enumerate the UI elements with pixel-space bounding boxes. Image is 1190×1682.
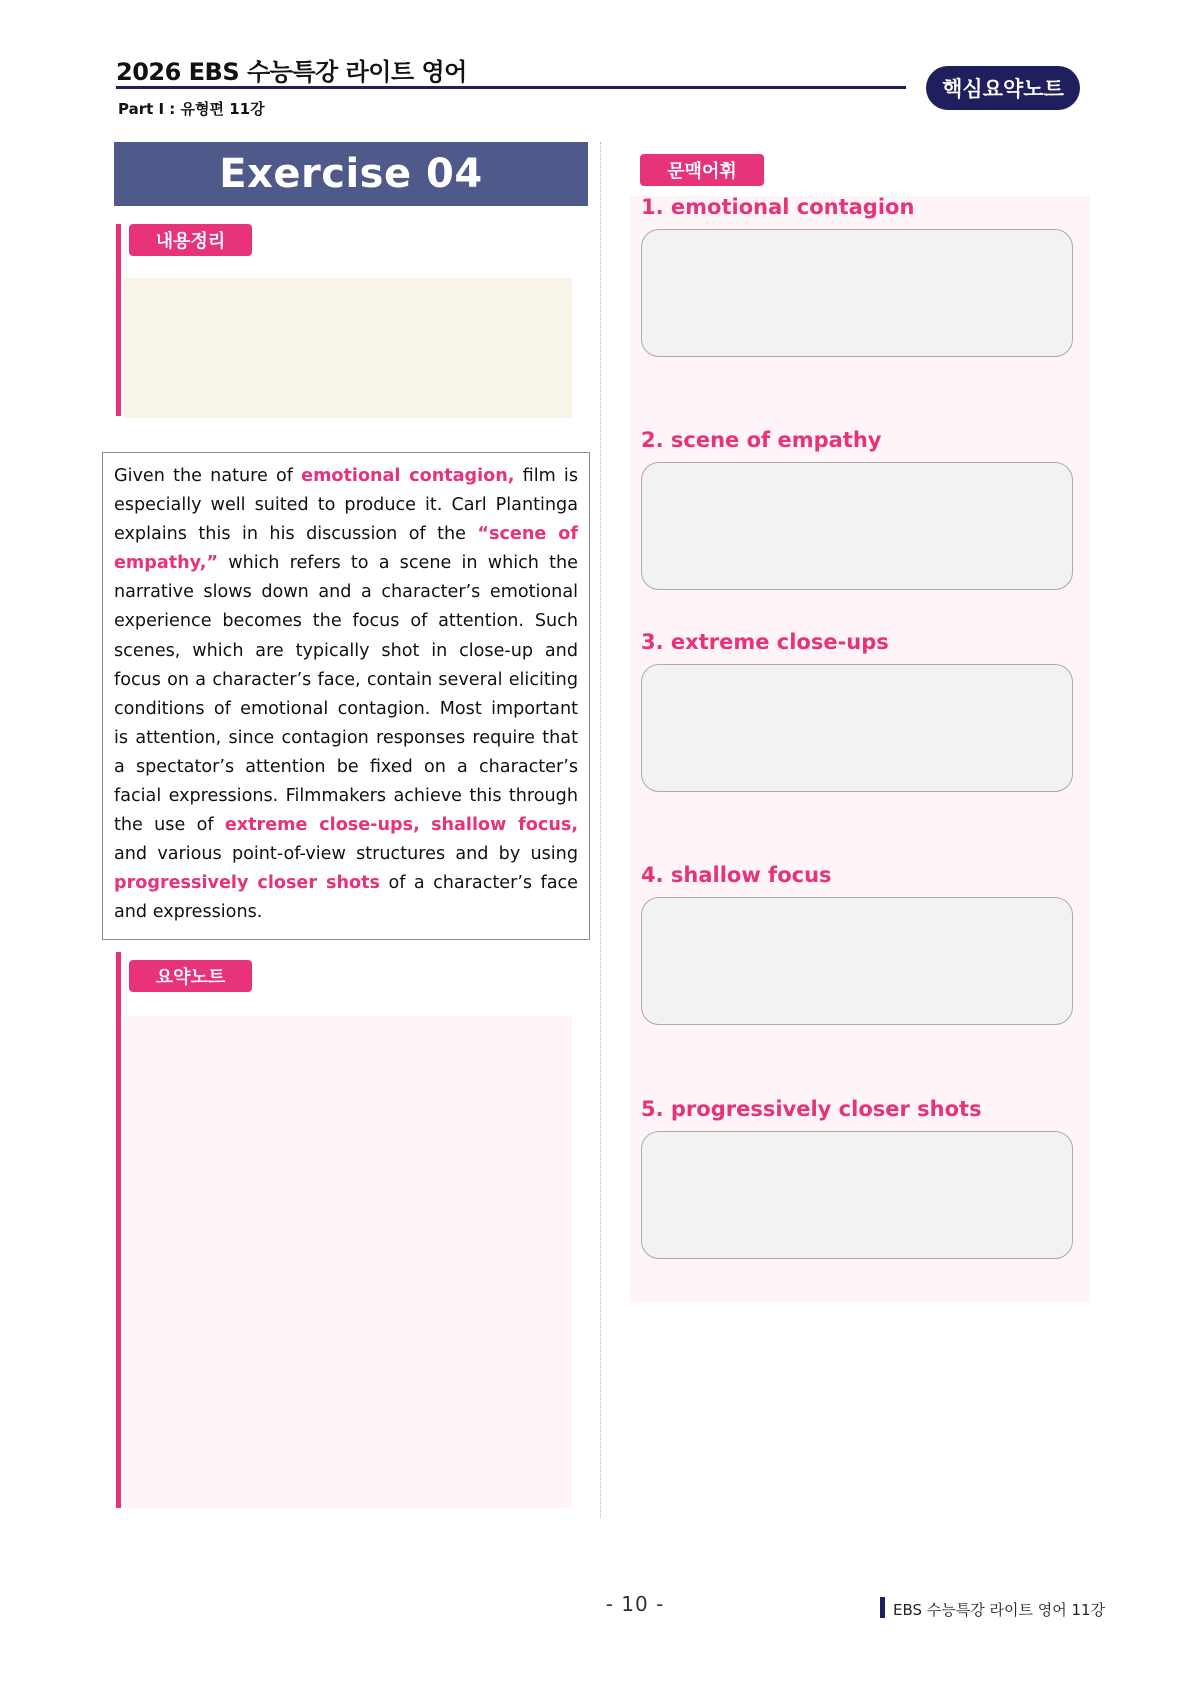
exercise-banner: Exercise 04 — [114, 142, 588, 206]
highlighted-term: shallow focus, — [431, 815, 579, 836]
vocab-term: 1. emotional contagion — [641, 195, 915, 219]
vocab-answer-box[interactable] — [641, 1131, 1073, 1259]
vocab-answer-box[interactable] — [641, 462, 1073, 590]
vocab-term: 3. extreme close-ups — [641, 630, 889, 654]
passage-segment: Given the nature of — [114, 466, 302, 486]
vocab-answer-box[interactable] — [641, 897, 1073, 1025]
passage-segment: and various point-of-view structures and by using — [114, 844, 578, 865]
footer-bar — [880, 1597, 885, 1618]
header-badge: 핵심요약노트 — [926, 66, 1080, 110]
summary-section-label: 내용정리 — [129, 224, 252, 256]
summary-write-area[interactable] — [124, 278, 572, 418]
highlighted-term: emotional contagion, — [301, 466, 515, 486]
document-title: 2026 EBS 수능특강 라이트 영어 — [116, 58, 467, 86]
note-write-area[interactable] — [124, 1016, 572, 1508]
passage-segment — [420, 815, 431, 835]
vocab-answer-box[interactable] — [641, 664, 1073, 792]
vocab-term: 4. shallow focus — [641, 863, 832, 887]
column-divider — [600, 142, 601, 1518]
summary-section-bar — [116, 224, 121, 416]
page-number: - 10 - — [605, 1592, 665, 1616]
highlighted-term: extreme close-ups, — [224, 815, 420, 836]
document-subtitle: Part Ⅰ : 유형편 11강 — [118, 100, 265, 118]
passage-box — [102, 452, 590, 940]
footer-text: EBS 수능특강 라이트 영어 11강 — [893, 1601, 1106, 1619]
vocab-answer-box[interactable] — [641, 229, 1073, 357]
vocab-term: 2. scene of empathy — [641, 428, 882, 452]
passage-segment: which refers to a scene in which the narrative slows down and a character’s emotional experience becomes the focus of attention. Such scenes, which are typically shot in close-up and focus on a character’s face, contain several eliciting conditions of emotional contagion. Most important is attention, since contagion responses require that a spectator’s attention be fixed on a character’s facial expressions. Filmmakers achieve this through the use of — [114, 553, 578, 836]
vocab-section-label: 문맥어휘 — [640, 154, 764, 186]
passage-segment: film is especially well suited to produce it. Carl Plantinga explains this in his discussion of the — [114, 466, 578, 545]
passage-segment: of a character’s face and expressions. — [114, 873, 579, 923]
header-rule — [116, 86, 906, 89]
passage-text — [114, 462, 578, 928]
vocab-term: 5. progressively closer shots — [641, 1097, 982, 1121]
highlighted-term: progressively closer shots — [114, 873, 380, 894]
note-section-label: 요약노트 — [129, 960, 252, 992]
note-section-bar — [116, 952, 121, 1508]
highlighted-term: “scene of empathy,” — [114, 524, 578, 574]
